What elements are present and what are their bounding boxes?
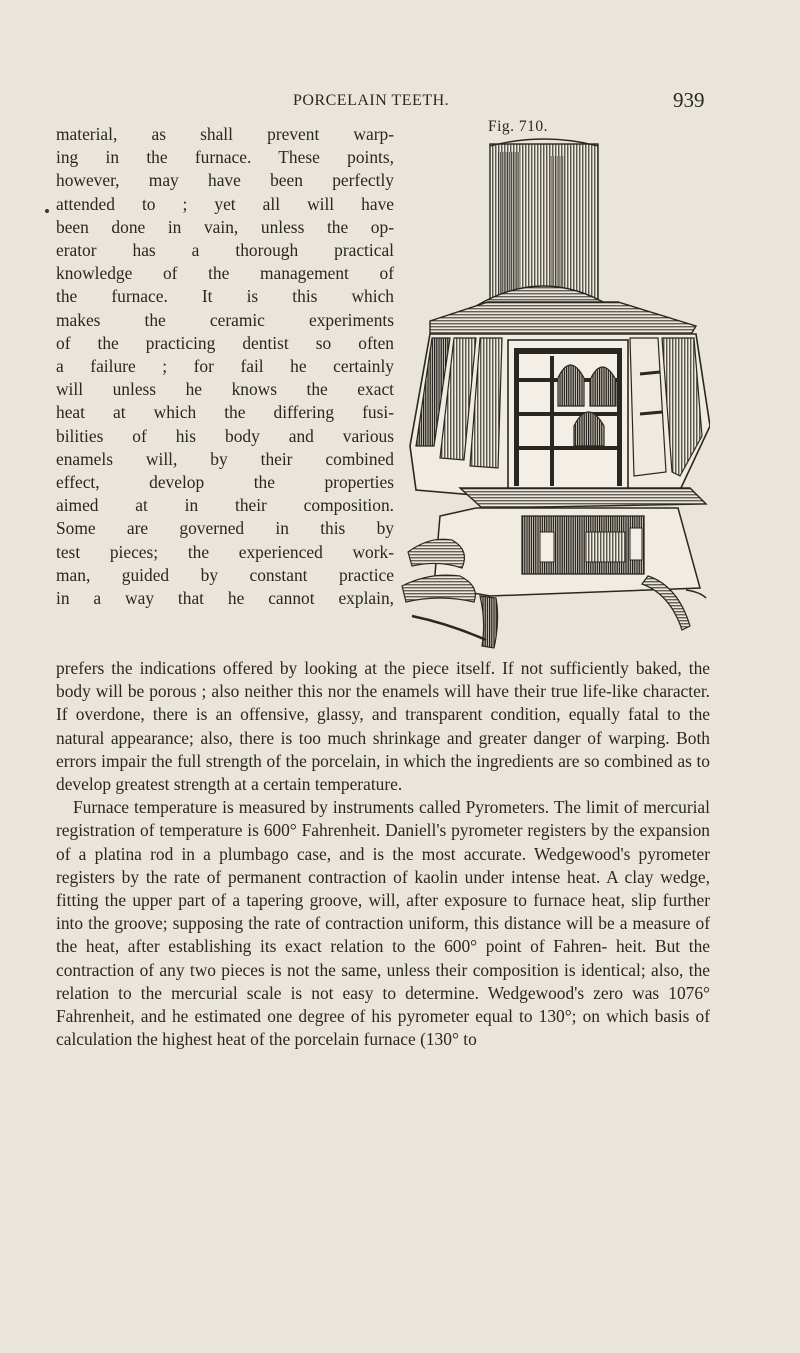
figure-label: Fig. 710. xyxy=(488,118,549,135)
page-number: 939 xyxy=(673,88,705,112)
wrapped-line: attended to ; yet all will have xyxy=(56,193,394,214)
wrapped-line: knowledge of the management of xyxy=(56,263,394,284)
wrapped-text-column xyxy=(56,123,394,610)
paragraph-2: Furnace temperature is measured by instruments called Pyrometers. The limit of mercurial registration of temperature is 600° Fahrenheit. Daniell's pyrometer registers by the expansion of a platina rod in a plumbago case, and is the most accurate. Wedgewood's pyrometer registers by the rate of permanent contraction of kaolin under intense heat. A clay wedge, fitting the upper part of a tapering groove, will, after exposure to furnace heat, slip further into the groove; supposing the rate of contraction uniform, this distance will be a measure of the heat, after establishing its exact relation to the 600° point of Fahren- heit. But the contraction of any two pieces is not the same, unless their composition is identical; also, the relation to the mercurial scale is not easy to determine. Wedgewood's zero was 1076° Fahrenheit, and he estimated one degree of his pyrometer equal to 130°; on which basis of calculation the highest heat of the porcelain furnace (130° to xyxy=(56,797,710,1050)
wrapped-line: bilities of his body and various xyxy=(56,425,394,446)
margin-mark xyxy=(45,209,49,213)
wrapped-line: in a way that he cannot explain, xyxy=(56,588,394,609)
wrapped-line: erator has a thorough practical xyxy=(56,240,394,261)
wrapped-line: been done in vain, unless the op- xyxy=(56,216,394,237)
wrapped-line: heat at which the differing fusi- xyxy=(56,402,394,423)
paragraph-1-start xyxy=(56,123,394,610)
furnace-illustration xyxy=(390,116,710,656)
wrapped-line: will unless he knows the exact xyxy=(56,379,394,400)
wrapped-line: makes the ceramic experiments xyxy=(56,309,394,330)
paragraph-1-continued: prefers the indications offered by looking at the piece itself. If not sufficiently baked, the body will be porous ; also neither this nor the enamels will have their true life-like character. If overdone, there is an offensive, glassy, and transparent condition, equally fatal to the natural appearance; also, there is too much shrinkage and greater danger of warping. Both errors impair the full strength of the porcelain, in which the ingredients are so combined as to develop greatest strength at a certain temperature. xyxy=(56,658,710,795)
wrapped-line: however, may have been perfectly xyxy=(56,170,394,191)
wrapped-line: effect, develop the properties xyxy=(56,472,394,493)
full-width-text xyxy=(56,657,710,1051)
wrapped-line: a failure ; for fail he certainly xyxy=(56,356,394,377)
wrapped-line: of the practicing dentist so often xyxy=(56,332,394,353)
wrapped-line: Some are governed in this by xyxy=(56,518,394,539)
wrapped-line: the furnace. It is this which xyxy=(56,286,394,307)
wrapped-line: enamels will, by their combined xyxy=(56,448,394,469)
furnace-drawing xyxy=(390,116,710,656)
page-header xyxy=(0,88,800,118)
wrapped-line: aimed at in their composition. xyxy=(56,495,394,516)
wrapped-line: material, as shall prevent warp- xyxy=(56,124,394,144)
running-head: PORCELAIN TEETH. xyxy=(293,92,450,109)
wrapped-line: man, guided by constant practice xyxy=(56,564,394,585)
wrapped-line: test pieces; the experienced work- xyxy=(56,541,394,562)
wrapped-line: ing in the furnace. These points, xyxy=(56,147,394,168)
